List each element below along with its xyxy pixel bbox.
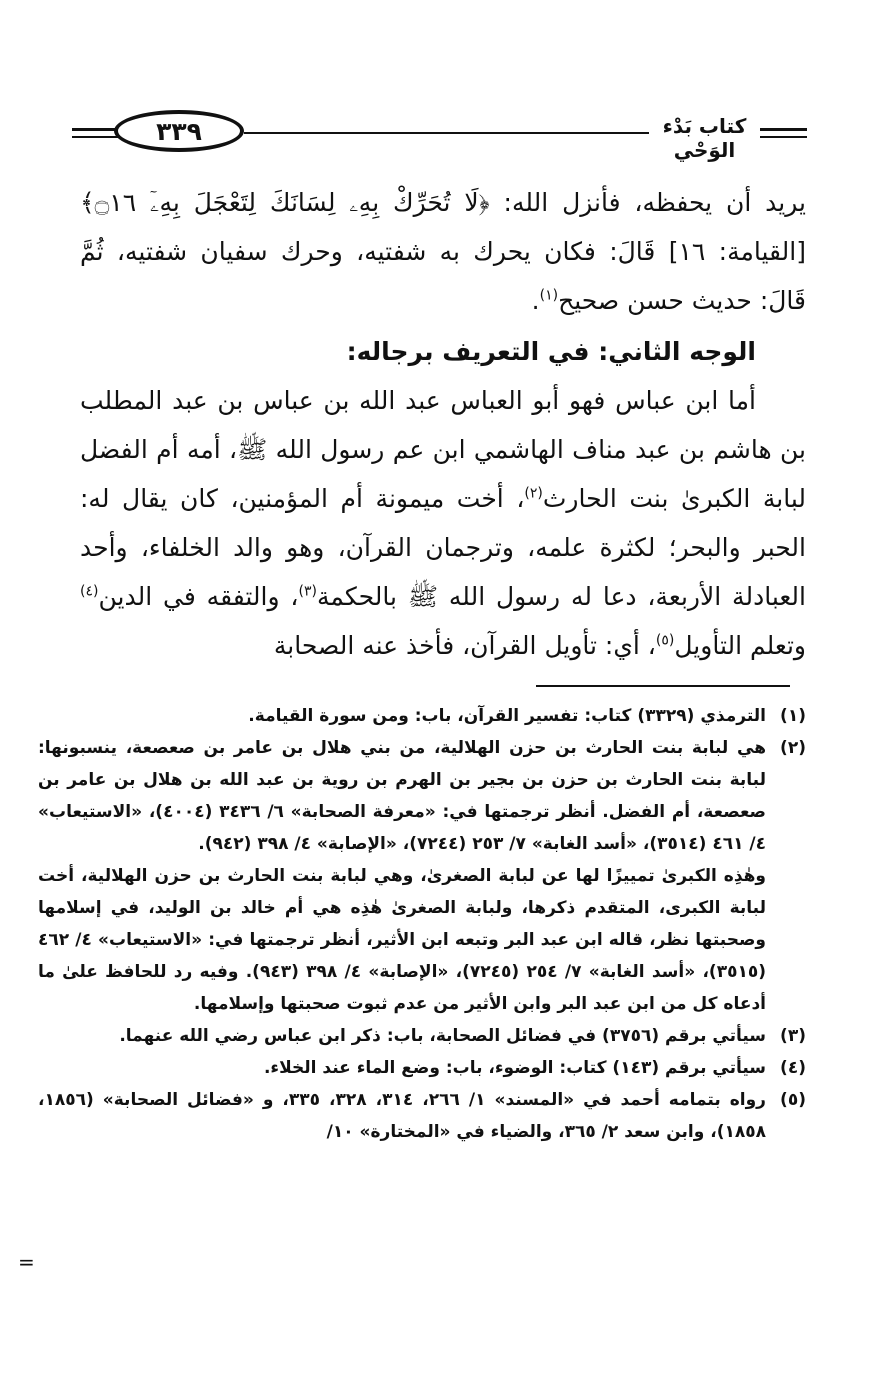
footnote [38, 732, 806, 860]
footnote-text: سيأتي برقم (١٤٣) كتاب: الوضوء، باب: وضع الماء عند الخلاء. [263, 1058, 766, 1078]
footnote-number: (١) [780, 706, 806, 726]
paragraph-text: أما ابن عباس فهو أبو العباس عبد الله بن عباس بن عبد المطلب بن هاشم بن عبد مناف الهاشمي ابن عم رسول الله ﷺ، أمه أم الفضل لبابة الكبرىٰ بنت الحارث [80, 386, 807, 513]
page-header [72, 108, 807, 162]
footnote-text: رواه بتمامه أحمد في «المسند» ١/ ٢٦٦، ٣١٤، ٣٢٨، ٣٣٥، و «فضائل الصحابة» (١٨٥٦، ١٨٥٨)، وابن سعد ٢/ ٣٦٥، والضياء في «المختارة» ١٠/ [38, 1090, 766, 1142]
footnote [38, 700, 806, 732]
footnote-ref[interactable]: (١) [539, 287, 559, 304]
header-rule [760, 136, 807, 138]
paragraph-end: . [531, 286, 540, 315]
main-text [80, 178, 806, 670]
header-rule [760, 128, 807, 131]
page-number-frame [114, 110, 244, 152]
paragraph-text: ، والتفقه في الدين [98, 582, 299, 611]
paragraph-text: وتعلم التأويل [674, 631, 806, 660]
footnote [38, 1084, 806, 1148]
footnotes [38, 700, 806, 1148]
footnote-text: هي لبابة بنت الحارث بن حزن الهلالية، من بني هلال بن عامر بن صعصعة، ينسبونها: لبابة بنت الحارث بن حزن بن بجير بن الهرم بن روية بن عبد الله بن هلال بن عامر بن صعصعة، أم الفضل. أنظر ترجمتها في: «معرفة الصحابة» ٦/ ٣٤٣٦ (٤٠٠٤)، «الاستيعاب» ٤/ ٤٦١ (٣٥١٤)، «أسد الغابة» ٧/ ٢٥٣ (٧٢٤٤)، «الإصابة» ٤/ ٣٩٨ (٩٤٢). [38, 738, 766, 854]
footnote-ref[interactable]: (٢) [524, 485, 543, 502]
footnote-separator [536, 685, 790, 687]
footnote-text: سيأتي برقم (٣٧٥٦) في فضائل الصحابة، باب: ذكر ابن عباس رضي الله عنهما. [119, 1026, 766, 1046]
page-number: ٣٣٩ [156, 116, 202, 146]
footnote-number: (٥) [780, 1090, 806, 1110]
section-heading: الوجه الثاني: في التعريف برجاله: [346, 337, 756, 366]
footnote-number: (٤) [780, 1058, 806, 1078]
footnote-number: (٢) [780, 738, 806, 758]
footnote-ref[interactable]: (٣) [298, 583, 317, 600]
chapter-title: كتاب بَدْء الوَحْي [662, 114, 747, 162]
continuation-mark: = [18, 1250, 35, 1274]
footnote [38, 1052, 806, 1084]
footnote [38, 1020, 806, 1052]
footnote-number: (٣) [780, 1026, 806, 1046]
header-rule [244, 132, 649, 134]
paragraph [80, 178, 806, 325]
footnote-ref[interactable]: (٤) [80, 583, 99, 600]
footnote-text: الترمذي (٣٣٢٩) كتاب: تفسير القرآن، باب: ومن سورة القيامة. [248, 706, 766, 726]
paragraph-text: يريد أن يحفظه، فأنزل الله: ﴿لَا تُحَرِّكْ بِهِۦ لِسَانَكَ لِتَعْجَلَ بِهِۦٓ ۝١٦﴾ [القيامة: ١٦] قَالَ: فكان يحرك به شفتيه، وحرك سفيان شفتيه، ثُمَّ قَالَ: حديث حسن صحيح [80, 188, 806, 315]
header-rule [72, 136, 122, 138]
paragraph-text: ، أخت ميمونة أم المؤمنين، كان يقال له: الحبر والبحر؛ لكثرة علمه، وترجمان القرآن، وهو والد الخلفاء، وأحد العبادلة الأربعة، دعا له رسول الله ﷺ بالحكمة [80, 484, 806, 611]
paragraph [80, 376, 806, 670]
footnote-continuation: وهٰذِه الكبرىٰ تمييزًا لها عن لبابة الصغرىٰ، وهي لبابة بنت الحارث بن حزن الهلالية، أخت لبابة الكبرى، المتقدم ذكرها، ولبابة الصغرىٰ هٰذِه هي أم خالد بن الوليد، في إسلامها وصحبتها نظر، قاله ابن عبد البر وتبعه ابن الأثير، أنظر ترجمتها في: «الاستيعاب» ٤/ ٤٦٢ (٣٥١٥)، «أسد الغابة» ٧/ ٢٥٤ (٧٢٤٥)، «الإصابة» ٤/ ٣٩٨ (٩٤٣). وفيه رد للحافظ علىٰ ما أدعاه كل من ابن عبد البر وابن الأثير من عدم ثبوت صحبتها وإسلامها. [38, 866, 766, 1014]
footnote-ref[interactable]: (٥) [655, 632, 675, 649]
paragraph-text: ، أي: تأويل القرآن، فأخذ عنه الصحابة [273, 631, 656, 660]
